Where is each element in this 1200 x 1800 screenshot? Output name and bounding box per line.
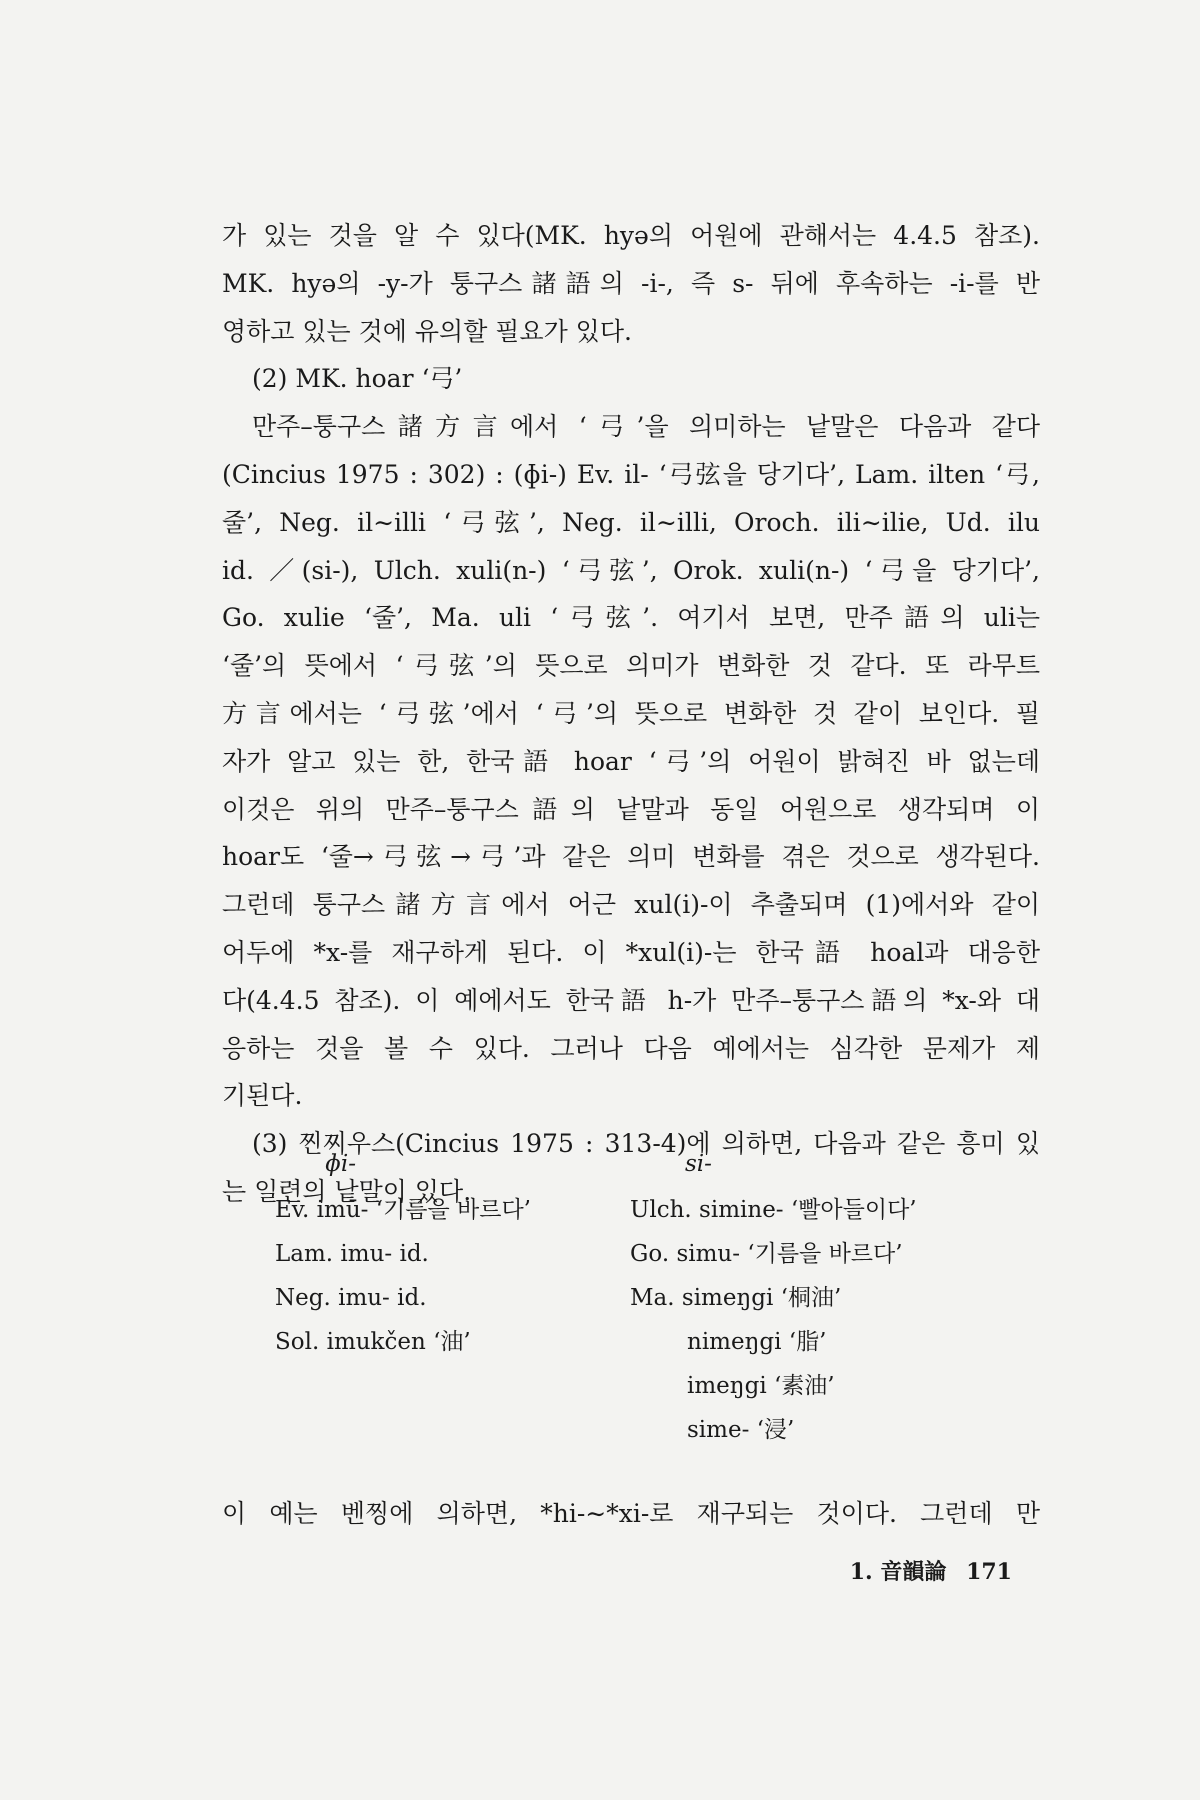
text-line: Go. xulie ‘줄’, Ma. uli ‘弓弦’. 여기서 보면, 만주語의 uli는	[222, 603, 1040, 633]
text-line: 는 일련의 낱말이 있다.	[222, 1176, 472, 1206]
text-line: 어두에 *x-를 재구하게 된다. 이 *xul(i)-는 한국語 hoal과 대응한	[222, 937, 1040, 967]
table-row: Ma. simeŋgi ‘桐油’	[630, 1285, 842, 1311]
page-number: 171	[966, 1559, 1012, 1585]
text-line: 줄’, Neg. il∼illi ‘弓弦’, Neg. il∼illi, Oroch. ili∼ilie, Ud. ilu	[222, 507, 1040, 537]
left-column	[275, 1140, 531, 1364]
text-line: 자가 알고 있는 한, 한국語 hoar ‘弓’의 어원이 밝혀진 바 없는데	[222, 746, 1040, 776]
table-row: nimeŋgi ‘脂’	[687, 1329, 827, 1355]
text-line: 이것은 위의 만주–퉁구스語의 낱말과 동일 어원으로 생각되며 이	[222, 794, 1040, 824]
text-line: 기된다.	[222, 1081, 303, 1111]
body-text	[222, 212, 1040, 1216]
table-row: Lam. imu- id.	[275, 1241, 429, 1267]
text-line: 方言에서는 ‘弓弦’에서 ‘弓’의 뜻으로 변화한 것 같이 보인다. 필	[222, 698, 1040, 728]
text-line: 다(4.4.5 참조). 이 예에서도 한국語 h-가 만주–퉁구스語의 *x-와 대	[222, 985, 1040, 1015]
page-footer	[838, 1555, 1012, 1586]
text-line: 영하고 있는 것에 유의할 필요가 있다.	[222, 316, 632, 346]
text-line: hoar도 ‘줄→弓弦→弓’과 같은 의미 변화를 겪은 것으로 생각된다.	[222, 842, 1040, 872]
text-line: id. ／(si-), Ulch. xuli(n-) ‘弓弦’, Orok. xuli(n-) ‘弓을 당기다’,	[222, 555, 1040, 585]
text-line: 이 예는 벤찡에 의하면, *hi-∼*xi-로 재구되는 것이다. 그런데 만	[222, 1499, 1040, 1528]
text-line: ‘줄’의 뜻에서 ‘弓弦’의 뜻으로 의미가 변화한 것 같다. 또 라무트	[222, 651, 1040, 681]
table-row: Ulch. simine- ‘빨아들이다’	[630, 1197, 917, 1223]
table-row: Go. simu- ‘기름을 바르다’	[630, 1241, 903, 1267]
right-column	[630, 1140, 917, 1452]
table-row: Sol. imukčen ‘油’	[275, 1329, 471, 1355]
text-line: (Cincius 1975 : 302) : (ɸi-) Ev. il- ‘弓弦을 당기다’, Lam. ilten ‘弓,	[222, 459, 1040, 489]
table-row: sime- ‘浸’	[687, 1417, 795, 1443]
text-line: 그런데 퉁구스諸方言에서 어근 xul(i)-이 추출되며 (1)에서와 같이	[222, 890, 1040, 920]
text-line: 가 있는 것을 알 수 있다(MK. hyə의 어원에 관해서는 4.4.5 참조).	[222, 221, 1040, 250]
column-header: ɸi-	[325, 1151, 357, 1177]
text-line: 응하는 것을 볼 수 있다. 그러나 다음 예에서는 심각한 문제가 제	[222, 1033, 1040, 1063]
column-header: si-	[685, 1151, 712, 1177]
section-heading: (3) 찐찌우스(Cincius 1975 : 313-4)에 의하면, 다음과 같은 흥미 있	[252, 1129, 1040, 1159]
table-row: Ev. imū- ‘기름을 바르다’	[275, 1197, 531, 1223]
table-row: imeŋgi ‘素油’	[687, 1373, 835, 1399]
text-line: 만주–퉁구스諸方言에서 ‘弓’을 의미하는 낱말은 다음과 같다	[252, 412, 1040, 442]
running-section-title: 1. 音韻論	[849, 1559, 947, 1585]
text-line: MK. hyə의 -y-가 퉁구스諸語의 -i-, 즉 s- 뒤에 후속하는 -i-를 반	[222, 268, 1040, 298]
section-heading: (2) MK. hoar ‘弓’	[252, 364, 463, 394]
table-row: Neg. imu- id.	[275, 1285, 427, 1311]
